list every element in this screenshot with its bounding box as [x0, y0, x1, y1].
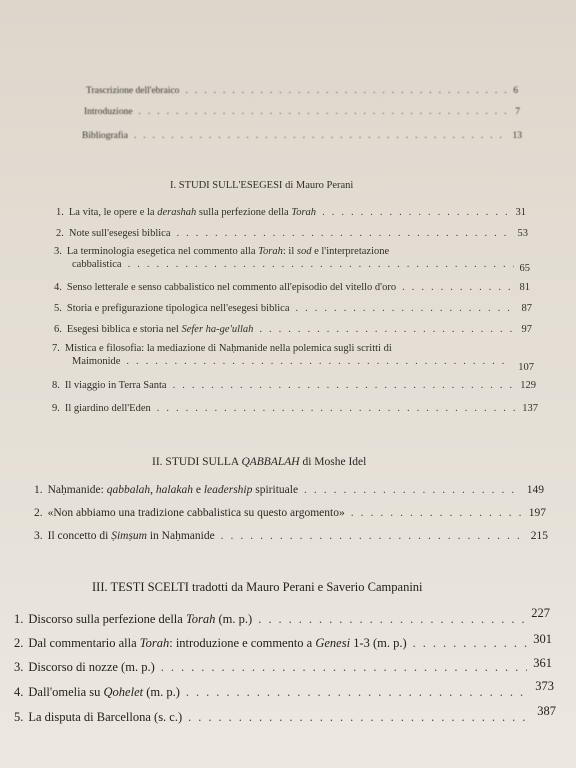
leader-dots	[322, 207, 509, 218]
toc-entry-page: 215	[530, 530, 548, 542]
toc-entry	[14, 606, 550, 627]
leader-dots	[304, 484, 521, 496]
toc-entry-label-continued: cabbalistica	[72, 259, 122, 270]
section-heading-2	[152, 456, 366, 468]
section-heading-1	[170, 180, 353, 191]
leader-dots	[134, 131, 507, 141]
toc-entry-label: 2. Note sull'esegesi biblica	[56, 228, 171, 239]
leader-dots	[157, 403, 517, 414]
leader-dots	[413, 636, 528, 651]
toc-entry-page: 53	[517, 228, 528, 239]
toc-entry-introduction	[84, 107, 520, 117]
section-author: di Moshe Idel	[302, 456, 367, 468]
toc-entry	[56, 228, 528, 239]
toc-entry-page: 31	[515, 207, 526, 218]
toc-entry	[52, 403, 538, 414]
leader-dots	[259, 324, 515, 335]
toc-entry-label: Bibliografia	[82, 131, 128, 141]
toc-entry-label: 8. Il viaggio in Terra Santa	[52, 380, 167, 391]
toc-entry-page: 87	[521, 303, 532, 314]
toc-entry-label: 2. «Non abbiamo una tradizione cabbalistica su questo argomento»	[34, 507, 345, 519]
toc-entry-label: 4. Senso letterale e senso cabbalistico nel commento all'episodio del vitello d'oro	[54, 282, 397, 293]
leader-dots	[188, 710, 531, 725]
section-numeral: III.	[92, 580, 108, 594]
toc-entry-page: 197	[528, 507, 546, 519]
toc-entry-label: Introduzione	[84, 107, 133, 117]
toc-entry-label: 3. Il concetto di Ṣimṣum in Naḥmanide	[34, 530, 215, 542]
toc-entry	[34, 484, 544, 496]
toc-entry-page: 361	[533, 656, 552, 670]
toc-entry-page: 387	[537, 704, 556, 718]
toc-entry-page: 81	[519, 282, 530, 293]
toc-entry	[14, 632, 552, 651]
toc-entry-label: 9. Il giardino dell'Eden	[52, 403, 151, 414]
toc-entry-transcription	[86, 86, 518, 96]
toc-entry-label: 1. Naḥmanide: qabbalah, halakah e leadership spirituale	[34, 484, 299, 496]
toc-entry-label: Trascrizione dell'ebraico	[86, 86, 180, 96]
toc-entry-page: 6	[513, 86, 518, 96]
toc-entry	[54, 246, 530, 274]
section-title: TESTI SCELTI	[110, 580, 189, 594]
toc-entry	[14, 656, 552, 675]
toc-entry-bibliography	[82, 131, 522, 141]
leader-dots	[177, 228, 512, 239]
section-author: tradotti da Mauro Perani e Saverio Campanini	[192, 580, 423, 594]
toc-entry-label: 5. La disputa di Barcellona (s. c.)	[14, 710, 183, 724]
section-numeral: II.	[152, 456, 163, 468]
toc-entry-page: 107	[518, 362, 534, 373]
toc-entry	[34, 530, 548, 542]
toc-entry-page: 227	[531, 606, 550, 620]
toc-entry-page: 149	[526, 484, 544, 496]
section-numeral: I.	[170, 180, 177, 191]
toc-entry-label: 4. Dall'omelia su Qohelet (m. p.)	[14, 685, 180, 699]
toc-entry	[14, 704, 556, 725]
toc-entry	[54, 324, 532, 335]
leader-dots	[161, 660, 528, 675]
toc-entry-page: 373	[535, 679, 554, 693]
leader-dots	[139, 107, 510, 117]
toc-entry-page: 7	[515, 107, 520, 117]
leader-dots	[126, 356, 512, 367]
toc-entry	[54, 303, 532, 314]
toc-entry	[34, 507, 546, 519]
section-author: di Mauro Perani	[285, 180, 354, 191]
toc-entry-label: 3. La terminologia esegetica nel commento alla Torah: il sod e l'interpretazione	[54, 246, 390, 257]
leader-dots	[351, 507, 523, 519]
leader-dots	[258, 612, 525, 627]
section-heading-3	[92, 580, 423, 595]
toc-entry-page: 137	[522, 403, 538, 414]
leader-dots	[128, 259, 514, 270]
toc-entry-label: 1. Discorso sulla perfezione della Torah (m. p.)	[14, 612, 253, 626]
toc-entry-label: 3. Discorso di nozze (m. p.)	[14, 660, 155, 674]
leader-dots	[295, 303, 515, 314]
toc-entry-label: 6. Esegesi biblica e storia nel Sefer ha-ge'ullah	[54, 324, 254, 335]
section-title-italic: QABBALAH	[241, 456, 300, 468]
toc-entry-label: 2. Dal commentario alla Torah: introduzione e commento a Genesi 1-3 (m. p.)	[14, 636, 407, 650]
toc-entry-page: 13	[512, 131, 522, 141]
section-title: STUDI SULL'ESEGESI	[178, 180, 283, 191]
toc-entry-page: 97	[521, 324, 532, 335]
section-title: STUDI SULLA	[165, 456, 239, 468]
toc-entry-page: 129	[520, 380, 536, 391]
toc-entry-label: 7. Mistica e filosofia: la mediazione di Naḥmanide nella polemica sugli scritti di	[52, 343, 392, 354]
toc-entry	[14, 679, 554, 700]
leader-dots	[185, 86, 507, 96]
toc-entry-label-continued: Maimonide	[72, 356, 121, 367]
toc-entry	[52, 380, 536, 391]
leader-dots	[402, 282, 513, 293]
toc-entry-page: 65	[519, 263, 530, 274]
toc-entry	[52, 343, 534, 373]
toc-entry-label: 1. La vita, le opere e la derashah sulla perfezione della Torah	[56, 207, 317, 218]
toc-entry-label: 5. Storia e prefigurazione tipologica nell'esegesi biblica	[54, 303, 290, 314]
leader-dots	[173, 380, 515, 391]
leader-dots	[186, 685, 529, 700]
toc-entry	[54, 282, 530, 293]
leader-dots	[221, 530, 525, 542]
toc-entry	[56, 207, 526, 218]
toc-entry-page: 301	[533, 632, 552, 646]
